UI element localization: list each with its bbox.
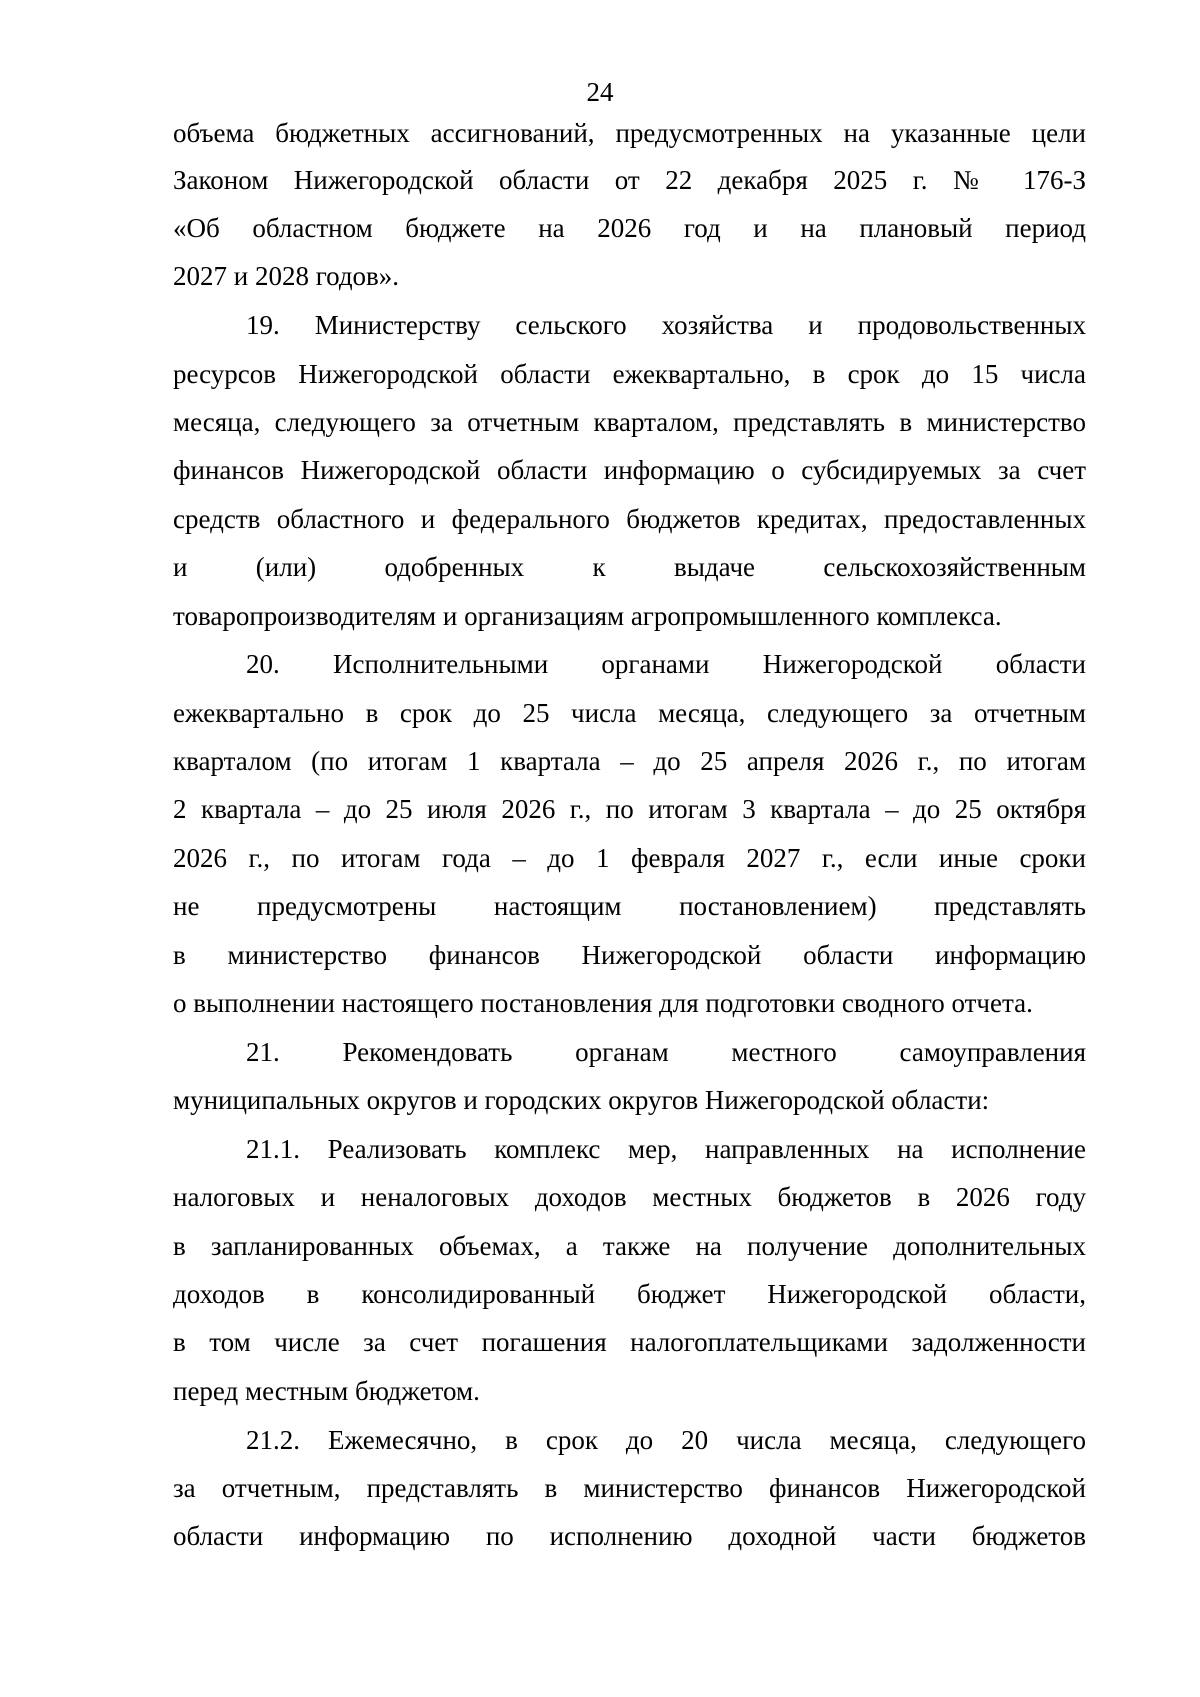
page-number: 24 bbox=[586, 77, 614, 107]
text-line: о выполнении настоящего постановления для подготовки сводного отчета. bbox=[173, 988, 1033, 1018]
text-line: доходов в консолидированный бюджет Нижегородской области, bbox=[173, 1279, 1086, 1309]
text-line: в министерство финансов Нижегородской области информацию bbox=[173, 940, 1086, 970]
text-line: месяца, следующего за отчетным кварталом, представлять в министерство bbox=[173, 407, 1086, 437]
text-line: Законом Нижегородской области от 22 декабря 2025 г. № 176-З bbox=[173, 165, 1086, 195]
text-line: ежеквартально в срок до 25 числа месяца, следующего за отчетным bbox=[173, 698, 1086, 728]
text-line: области информацию по исполнению доходной части бюджетов bbox=[173, 1521, 1086, 1551]
paragraph-19-first-line: 19. Министерству сельского хозяйства и продовольственных bbox=[246, 310, 1086, 340]
paragraph-20-first-line: 20. Исполнительными органами Нижегородской области bbox=[246, 649, 1086, 679]
paragraph-21-first-line: 21. Рекомендовать органам местного самоуправления bbox=[246, 1037, 1086, 1067]
text-line: и (или) одобренных к выдаче сельскохозяйственным bbox=[173, 552, 1086, 582]
text-line: 2 квартала – до 25 июля 2026 г., по итогам 3 квартала – до 25 октября bbox=[173, 794, 1086, 824]
text-line: не предусмотрены настоящим постановлением) представлять bbox=[173, 891, 1086, 921]
text-line: налоговых и неналоговых доходов местных бюджетов в 2026 году bbox=[173, 1182, 1086, 1212]
paragraph-21-1-first-line: 21.1. Реализовать комплекс мер, направленных на исполнение bbox=[246, 1134, 1086, 1164]
text-line: перед местным бюджетом. bbox=[173, 1376, 480, 1406]
text-line: 2027 и 2028 годов». bbox=[173, 261, 400, 291]
text-line: товаропроизводителям и организациям агропромышленного комплекса. bbox=[173, 601, 1002, 631]
text-line: в том числе за счет погашения налогоплательщиками задолженности bbox=[173, 1327, 1086, 1357]
text-line: финансов Нижегородской области информацию о субсидируемых за счет bbox=[173, 455, 1086, 485]
text-line: в запланированных объемах, а также на получение дополнительных bbox=[173, 1231, 1086, 1261]
text-line: «Об областном бюджете на 2026 год и на плановый период bbox=[173, 213, 1086, 243]
paragraph-21-2-first-line: 21.2. Ежемесячно, в срок до 20 числа месяца, следующего bbox=[246, 1425, 1086, 1455]
text-line: средств областного и федерального бюджетов кредитах, предоставленных bbox=[173, 504, 1086, 534]
text-line: муниципальных округов и городских округов Нижегородской области: bbox=[173, 1085, 990, 1115]
text-line: объема бюджетных ассигнований, предусмотренных на указанные цели bbox=[173, 118, 1086, 148]
text-line: за отчетным, представлять в министерство финансов Нижегородской bbox=[173, 1473, 1086, 1503]
text-line: кварталом (по итогам 1 квартала – до 25 апреля 2026 г., по итогам bbox=[173, 746, 1086, 776]
text-line: 2026 г., по итогам года – до 1 февраля 2027 г., если иные сроки bbox=[173, 843, 1086, 873]
text-line: ресурсов Нижегородской области ежеквартально, в срок до 15 числа bbox=[173, 359, 1086, 389]
